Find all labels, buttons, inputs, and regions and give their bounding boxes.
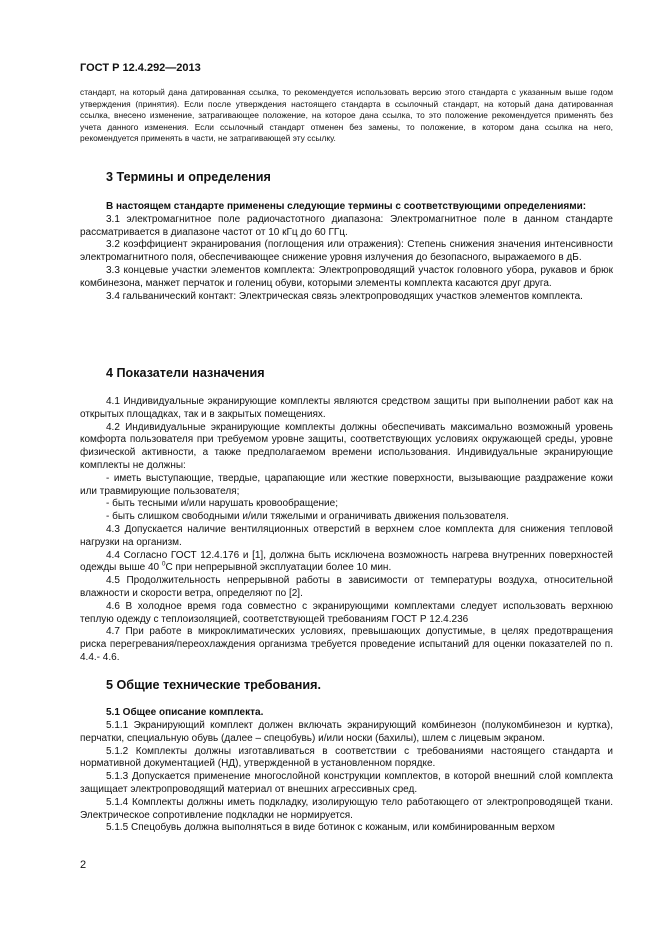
- clause-4-4-a: 4.4 Согласно ГОСТ 12.4.176 и [1], должна быть исключена возможность нагрева внутренних поверхностей одежды выше 40: [80, 549, 613, 574]
- term-3-2: 3.2 коэффициент экранирования (поглощения или отражения): Степень снижения значения интенсивности электромагнитного поля, обеспечивающее снижение уровня излучения до безопасного, выражаемого в дБ.: [80, 239, 613, 264]
- clause-4-3: 4.3 Допускается наличие вентиляционных отверстий в верхнем слое комплекта для снижения тепловой нагрузки на организм.: [80, 523, 613, 548]
- clause-4-4-b: С при непрерывной эксплуатации более 10 мин.: [165, 562, 392, 574]
- document-code-header: ГОСТ Р 12.4.292—2013: [80, 62, 201, 74]
- bullet-3: - быть слишком свободными и/или тяжелыми и ограничивать движения пользователя.: [106, 511, 509, 523]
- clause-4-1: 4.1 Индивидуальные экранирующие комплекты являются средством защиты при выполнении работ как на открытых площадках, так и в закрытых помещениях.: [80, 396, 613, 420]
- clause-4-2: 4.2 Индивидуальные экранирующие комплекты должны обеспечивать максимально возможный уровень комфорта пользователя при требуемом уровне защиты, соответствующих условиях окружающей среды, уровне физической активности, а также предполагаемом времени использования. Индивидуальные экранирующие комплекты не должны:: [80, 421, 613, 471]
- section-4-body: [80, 396, 613, 665]
- term-3-1: 3.1 электромагнитное поле радиочастотного диапазона: Электромагнитное поле в данном стандарте рассматривается в диапазоне частот от 10 кГц до 60 ГГц.: [80, 213, 613, 238]
- section-3-body: [80, 201, 613, 303]
- clause-4-5: 4.5 Продолжительность непрерывной работы в зависимости от температуры воздуха, относительной влажности и скорости ветра, определяют по [2].: [80, 575, 613, 599]
- clause-4-7: 4.7 При работе в микроклиматических условиях, превышающих допустимые, в целях предотвращения риска перегревания/переохлаждения организма требуется проведение испытаний для оценки показателей по п. 4.4.- 4.6.: [80, 626, 613, 663]
- page-number: 2: [80, 859, 87, 871]
- section-3-title: 3 Термины и определения: [106, 170, 271, 184]
- intro-paragraph: стандарт, на который дана датированная ссылка, то рекомендуется использовать версию этого стандарта с указанным выше годом утверждения (принятия). Если после утверждения настоящего стандарта в ссылочный стандарт, на который дана датированная ссылка, внесено изменение, затрагивающее положение, на которое дана ссылка, то это положение рекомендуется применять без учета данного изменения. Если ссылочный стандарт отменен без замены, то положение, в котором дана ссылка на него, рекомендуется применять в части, не затрагивающей эту ссылку.: [80, 87, 613, 144]
- term-3-4: 3.4 гальванический контакт: Электрическая связь электропроводящих участков элементов комплекта.: [106, 290, 583, 302]
- subsection-5-1: 5.1 Общее описание комплекта.: [106, 707, 264, 718]
- clause-5-1-5: 5.1.5 Спецобувь должна выполняться в виде ботинок с кожаным, или комбинированным верхом: [106, 822, 555, 834]
- clause-4-4: [80, 550, 613, 576]
- bullet-1: - иметь выступающие, твердые, царапающие или жесткие поверхности, вызывающие раздражение кожи или травмирующие пользователя;: [80, 472, 613, 497]
- clause-5-1-1: 5.1.1 Экранирующий комплект должен включать экранирующий комбинезон (полукомбинезон и куртка), перчатки, специальную обувь (далее – спецобувь) и/или носки (бахилы), шлем с лицевым экраном.: [80, 720, 613, 744]
- section-5-body: [80, 707, 613, 835]
- degree-sup: 0: [161, 561, 166, 569]
- section-3-lead: В настоящем стандарте применены следующие термины с соответствующими определениями:: [106, 201, 587, 212]
- bullet-2: - быть тесными и/или нарушать кровообращение;: [106, 498, 338, 510]
- clause-5-1-2: 5.1.2 Комплекты должны изготавливаться в соответствии с требованиями настоящего стандарта и нормативной документацией (НД), утвержденной в установленном порядке.: [80, 745, 613, 770]
- section-4-title: 4 Показатели назначения: [106, 366, 265, 380]
- section-5-title: 5 Общие технические требования.: [106, 678, 321, 692]
- clause-5-1-4: 5.1.4 Комплекты должны иметь подкладку, изолирующую тело работающего от электропроводящей ткани. Электрическое сопротивление подкладки не нормируется.: [80, 796, 613, 821]
- term-3-3: 3.3 концевые участки элементов комплекта: Электропроводящий участок головного убора, рукавов и брюк комбинезона, манжет перчаток и голениц обуви, которыми элементы комплекта касаются друг друга.: [80, 264, 613, 289]
- clause-5-1-3: 5.1.3 Допускается применение многослойной конструкции комплектов, в которой внешний слой комплекта защищает электропроводящий материал от внешних агрессивных сред.: [80, 771, 613, 795]
- clause-4-6: 4.6 В холодное время года совместно с экранирующими комплектами следует использовать верхнюю теплую одежду с теплоизоляцией, соответствующей требованиям ГОСТ Р 12.4.236: [80, 600, 613, 625]
